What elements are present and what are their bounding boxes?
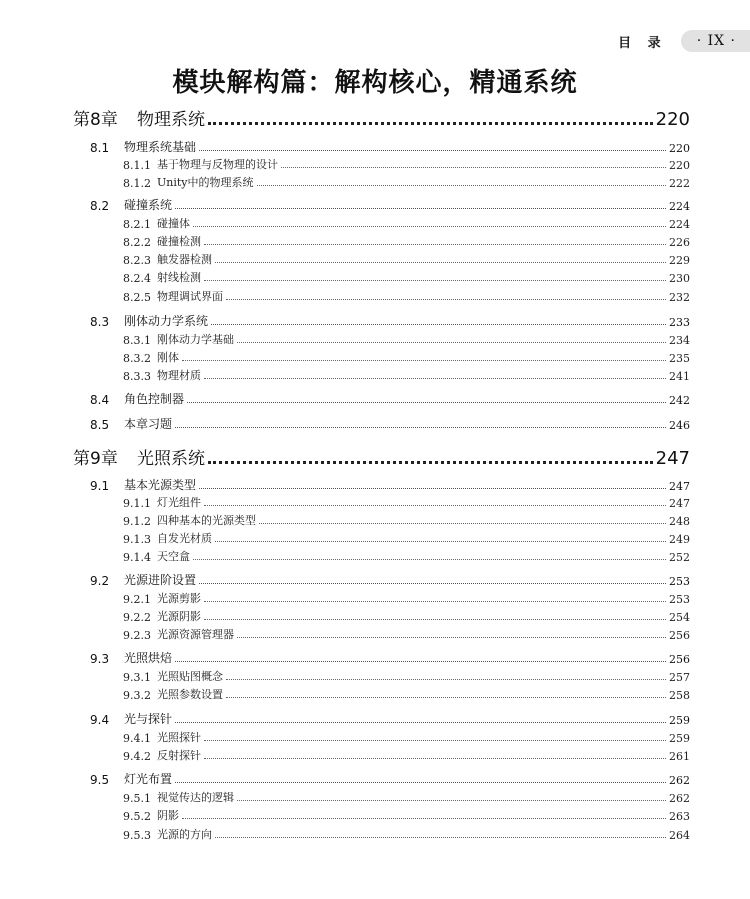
toc-number: 8.2.3 — [123, 254, 151, 267]
toc-number: 9.1.1 — [123, 497, 151, 510]
toc-page-number: 230 — [669, 272, 690, 285]
toc-title: 角色控制器 — [124, 392, 185, 406]
toc-number: 9.5.3 — [123, 829, 151, 842]
toc-title: 阴影 — [157, 809, 179, 822]
dot-leader — [175, 208, 666, 209]
toc-title: 光源的方向 — [157, 828, 212, 841]
toc-title: 光源资源管理器 — [157, 628, 234, 641]
toc-page-number: 254 — [669, 611, 690, 624]
dot-leader — [175, 427, 666, 428]
toc-title: 反射探针 — [157, 749, 201, 762]
toc-title: 自发光材质 — [157, 532, 212, 545]
toc-number: 9.2.2 — [123, 611, 151, 624]
toc-title: 基本光源类型 — [124, 478, 197, 492]
toc-chapter-row[interactable] — [73, 104, 690, 130]
running-header — [618, 30, 750, 52]
dot-leader — [199, 488, 666, 489]
toc-page-number: 220 — [669, 159, 690, 172]
toc-number: 9.3.2 — [123, 689, 151, 702]
toc-number: 8.1.2 — [123, 177, 151, 190]
toc-number: 9.1.3 — [123, 533, 151, 546]
toc-page-number: 262 — [669, 792, 690, 805]
toc-title: 光照烘焙 — [124, 651, 173, 665]
dot-leader — [199, 583, 666, 584]
toc-page-number: 252 — [669, 551, 690, 564]
dot-leader — [237, 342, 666, 343]
toc-number: 9.2 — [90, 574, 110, 588]
toc-number: 8.2.1 — [123, 218, 151, 231]
dot-leader — [204, 505, 666, 506]
toc-page-number: 229 — [669, 254, 690, 267]
toc-section-row[interactable] — [90, 570, 690, 588]
toc-number: 第8章 — [73, 110, 118, 130]
dot-leader — [199, 150, 666, 151]
dot-leader — [204, 601, 666, 602]
toc-section-row[interactable] — [90, 195, 690, 213]
dot-leader — [211, 324, 666, 325]
toc-sub-row[interactable] — [123, 173, 690, 190]
dot-leader — [237, 637, 666, 638]
toc-sub-row[interactable] — [123, 607, 690, 624]
toc-sub-row[interactable] — [123, 746, 690, 763]
toc-page-number: 220 — [669, 142, 690, 155]
toc-title: 光源进阶设置 — [124, 573, 197, 587]
dot-leader — [208, 122, 653, 125]
toc-number: 9.3.1 — [123, 671, 151, 684]
toc-number: 9.4.1 — [123, 732, 151, 745]
toc-page-number: 241 — [669, 370, 690, 383]
toc-title: 刚体动力学系统 — [124, 314, 209, 328]
toc-sub-row[interactable] — [123, 511, 690, 528]
toc-title: 基于物理与反物理的设计 — [157, 158, 278, 171]
toc-title: 射线检测 — [157, 271, 201, 284]
toc-page-number: 253 — [669, 593, 690, 606]
toc-number: 8.1 — [90, 141, 110, 155]
toc-number: 8.3 — [90, 315, 110, 329]
toc-title: 灯光组件 — [157, 496, 201, 509]
toc-page-number: 246 — [669, 419, 690, 432]
page-number-badge: · IX · — [681, 30, 750, 52]
toc-sub-row[interactable] — [123, 330, 690, 347]
toc-title: 光与探针 — [124, 712, 173, 726]
toc-page-number: 224 — [669, 200, 690, 213]
dot-leader — [226, 679, 666, 680]
dot-leader — [204, 758, 666, 759]
toc-sub-row[interactable] — [123, 547, 690, 564]
toc-section-row[interactable] — [90, 648, 690, 666]
toc-title: 光源阴影 — [157, 610, 201, 623]
toc-section-row[interactable] — [90, 414, 690, 432]
toc-title: 光照系统 — [137, 449, 205, 469]
dot-leader — [182, 360, 666, 361]
dot-leader — [215, 541, 666, 542]
toc-number: 9.5 — [90, 773, 110, 787]
toc-sub-row[interactable] — [123, 155, 690, 172]
toc-number: 8.2.4 — [123, 272, 151, 285]
toc-title: 物理材质 — [157, 369, 201, 382]
dot-leader — [281, 167, 666, 168]
toc-section-row[interactable] — [90, 311, 690, 329]
toc-page-number: 256 — [669, 653, 690, 666]
toc-number: 8.3.1 — [123, 334, 151, 347]
toc-section-row[interactable] — [90, 389, 690, 407]
toc-sub-row[interactable] — [123, 268, 690, 285]
dot-leader — [257, 185, 666, 186]
toc-title: Unity中的物理系统 — [157, 176, 254, 189]
toc-sub-row[interactable] — [123, 232, 690, 249]
toc-page-number: 247 — [669, 497, 690, 510]
toc-number: 8.4 — [90, 393, 110, 407]
toc-number: 9.4.2 — [123, 750, 151, 763]
toc-sub-row[interactable] — [123, 589, 690, 606]
toc-title: 触发器检测 — [157, 253, 212, 266]
toc-page-number: 256 — [669, 629, 690, 642]
toc-title: 灯光布置 — [124, 772, 173, 786]
dot-leader — [187, 402, 666, 403]
dot-leader — [193, 226, 666, 227]
toc-page-number: 222 — [669, 177, 690, 190]
toc-sub-row[interactable] — [123, 287, 690, 304]
toc-title: 光照探针 — [157, 731, 201, 744]
toc-number: 8.2.5 — [123, 291, 151, 304]
toc-number: 9.1.2 — [123, 515, 151, 528]
toc-page-number: 220 — [655, 109, 690, 130]
toc-sub-row[interactable] — [123, 667, 690, 684]
toc-sub-row[interactable] — [123, 348, 690, 365]
toc-number: 9.2.1 — [123, 593, 151, 606]
toc-page-number: 242 — [669, 394, 690, 407]
dot-leader — [215, 837, 666, 838]
toc-page-number: 248 — [669, 515, 690, 528]
toc-number: 8.3.2 — [123, 352, 151, 365]
toc-sub-row[interactable] — [123, 685, 690, 702]
dot-leader — [204, 280, 666, 281]
toc-number: 9.1 — [90, 479, 110, 493]
toc-section-row[interactable] — [90, 709, 690, 727]
toc-page-number: 235 — [669, 352, 690, 365]
toc-title: 刚体动力学基础 — [157, 333, 234, 346]
dot-leader — [175, 661, 666, 662]
dot-leader — [175, 782, 666, 783]
dot-leader — [204, 619, 666, 620]
toc-number: 9.5.2 — [123, 810, 151, 823]
toc-page-number: 257 — [669, 671, 690, 684]
dot-leader — [175, 722, 666, 723]
toc-page-number: 247 — [655, 448, 690, 469]
toc-title: 光照参数设置 — [157, 688, 223, 701]
toc-title: 碰撞体 — [157, 217, 190, 230]
toc-title: 视觉传达的逻辑 — [157, 791, 234, 804]
dot-leader — [215, 262, 666, 263]
toc-chapter-row[interactable] — [73, 443, 690, 469]
toc-page-number: 261 — [669, 750, 690, 763]
toc-page-number: 233 — [669, 316, 690, 329]
dot-leader — [204, 378, 666, 379]
dot-leader — [204, 740, 666, 741]
toc-title: 碰撞系统 — [124, 198, 173, 212]
toc-sub-row[interactable] — [123, 806, 690, 823]
dot-leader — [204, 244, 666, 245]
toc-sub-row[interactable] — [123, 529, 690, 546]
toc-title: 光照贴图概念 — [157, 670, 223, 683]
toc-number: 8.2 — [90, 199, 110, 213]
toc-page-number: 226 — [669, 236, 690, 249]
dot-leader — [193, 559, 666, 560]
toc-section-row[interactable] — [90, 137, 690, 155]
header-label: 目 录 — [618, 35, 667, 51]
toc-number: 9.4 — [90, 713, 110, 727]
toc-number: 8.2.2 — [123, 236, 151, 249]
toc-page-number: 259 — [669, 714, 690, 727]
toc-page-number: 264 — [669, 829, 690, 842]
toc-sub-row[interactable] — [123, 728, 690, 745]
dot-leader — [208, 461, 653, 464]
toc-page-number: 259 — [669, 732, 690, 745]
dot-leader — [226, 299, 666, 300]
toc-title: 物理系统基础 — [124, 140, 197, 154]
dot-leader — [259, 523, 666, 524]
toc-sub-row[interactable] — [123, 788, 690, 805]
toc-title: 碰撞检测 — [157, 235, 201, 248]
toc-sub-row[interactable] — [123, 250, 690, 267]
toc-page-number: 258 — [669, 689, 690, 702]
dot-leader — [182, 818, 666, 819]
toc-number: 9.5.1 — [123, 792, 151, 805]
toc-page-number: 263 — [669, 810, 690, 823]
toc-title: 刚体 — [157, 351, 179, 364]
toc-title: 四种基本的光源类型 — [157, 514, 256, 527]
toc-title: 本章习题 — [124, 417, 173, 431]
toc-section-row[interactable] — [90, 769, 690, 787]
toc-title: 天空盒 — [157, 550, 190, 563]
toc-number: 第9章 — [73, 449, 118, 469]
toc-sub-row[interactable] — [123, 214, 690, 231]
toc-page-number: 253 — [669, 575, 690, 588]
toc-sub-row[interactable] — [123, 366, 690, 383]
toc-sub-row[interactable] — [123, 825, 690, 842]
toc-number: 9.1.4 — [123, 551, 151, 564]
toc-sub-row[interactable] — [123, 493, 690, 510]
toc-number: 8.5 — [90, 418, 110, 432]
toc-page-number: 234 — [669, 334, 690, 347]
toc-page-number: 224 — [669, 218, 690, 231]
toc-page-number: 262 — [669, 774, 690, 787]
toc-title: 物理调试界面 — [157, 290, 223, 303]
toc-page-number: 232 — [669, 291, 690, 304]
toc-number: 8.3.3 — [123, 370, 151, 383]
toc-page-number: 247 — [669, 480, 690, 493]
toc-number: 9.3 — [90, 652, 110, 666]
toc-title: 物理系统 — [137, 110, 205, 130]
toc-number: 8.1.1 — [123, 159, 151, 172]
toc-number: 9.2.3 — [123, 629, 151, 642]
toc-title: 光源剪影 — [157, 592, 201, 605]
dot-leader — [226, 697, 666, 698]
dot-leader — [237, 800, 666, 801]
toc-page-number: 249 — [669, 533, 690, 546]
part-title: 模块解构篇：解构核心，精通系统 — [172, 68, 578, 98]
toc-section-row[interactable] — [90, 475, 690, 493]
toc-sub-row[interactable] — [123, 625, 690, 642]
